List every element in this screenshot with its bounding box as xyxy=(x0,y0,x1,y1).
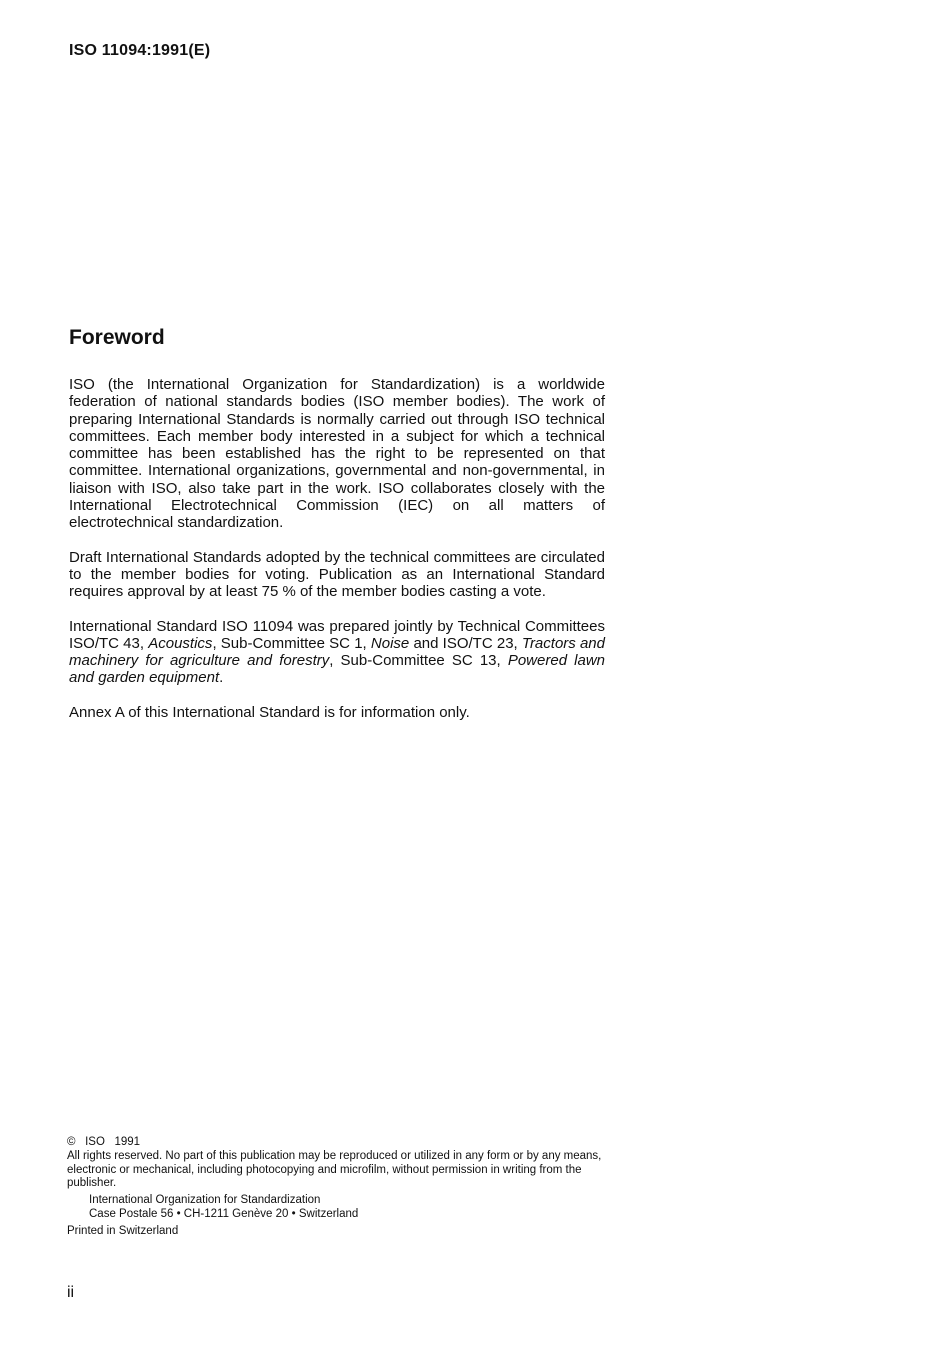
document-id: ISO 11094:1991(E) xyxy=(69,42,211,59)
foreword-paragraph-3 xyxy=(69,618,605,687)
rights-statement: All rights reserved. No part of this publication may be reproduced or utilized in any form or by any means, electronic or mechanical, including photocopying and microfilm, without permission in writing from the publisher. xyxy=(67,1149,602,1190)
publisher-name: International Organization for Standardization xyxy=(89,1194,321,1207)
committee-name-tractors: Tractors and machinery for agriculture and forestry xyxy=(69,634,605,670)
copyright-symbol: © xyxy=(67,1136,76,1148)
page-number: ii xyxy=(67,1284,75,1301)
foreword-paragraph-4: Annex A of this International Standard is for information only. xyxy=(69,703,470,721)
copyright-notice xyxy=(67,1136,607,1239)
paragraph-text: , Sub-Committee SC 1, xyxy=(212,634,371,652)
copyright-line xyxy=(67,1136,607,1150)
subcommittee-name-lawn: Powered lawn and garden equipment xyxy=(69,652,606,687)
page-title: Foreword xyxy=(69,326,165,349)
publisher-postal-address: Case Postale 56 • CH-1211 Genève 20 • Switzerland xyxy=(89,1207,359,1220)
paragraph-text: , Sub-Committee SC 13, xyxy=(329,652,508,670)
committee-name-acoustics: Acoustics xyxy=(148,634,213,652)
paragraph-text: International Standard ISO 11094 was prepared jointly by Technical Committees ISO/TC 43, xyxy=(69,617,605,652)
foreword-paragraph-1: ISO (the International Organization for Standardization) is a worldwide federation of national standards bodies (ISO member bodies). The work of preparing International Standards is normally carried out through ISO technical committees. Each member body interested in a subject for which a technical committee has been established has the right to be represented on that committee. International organizations, governmental and non-governmental, in liaison with ISO, also take part in the work. ISO collaborates closely with the International Electrotechnical Commission (IEC) on all matters of electrotechnical standardization. xyxy=(69,376,605,532)
copyright-owner: ISO xyxy=(85,1136,105,1148)
foreword-body xyxy=(69,376,605,738)
copyright-year: 1991 xyxy=(114,1136,141,1148)
printed-in: Printed in Switzerland xyxy=(67,1224,179,1237)
subcommittee-name-noise: Noise xyxy=(370,634,410,652)
publisher-address xyxy=(89,1194,607,1222)
paragraph-text: and ISO/TC 23, xyxy=(409,634,522,652)
paragraph-text: . xyxy=(219,669,224,687)
foreword-paragraph-2: Draft International Standards adopted by the technical committees are circulated to the member bodies for voting. Publication as an International Standard requires approval by at least 75 % of the member bodies casting a vote. xyxy=(69,548,605,601)
